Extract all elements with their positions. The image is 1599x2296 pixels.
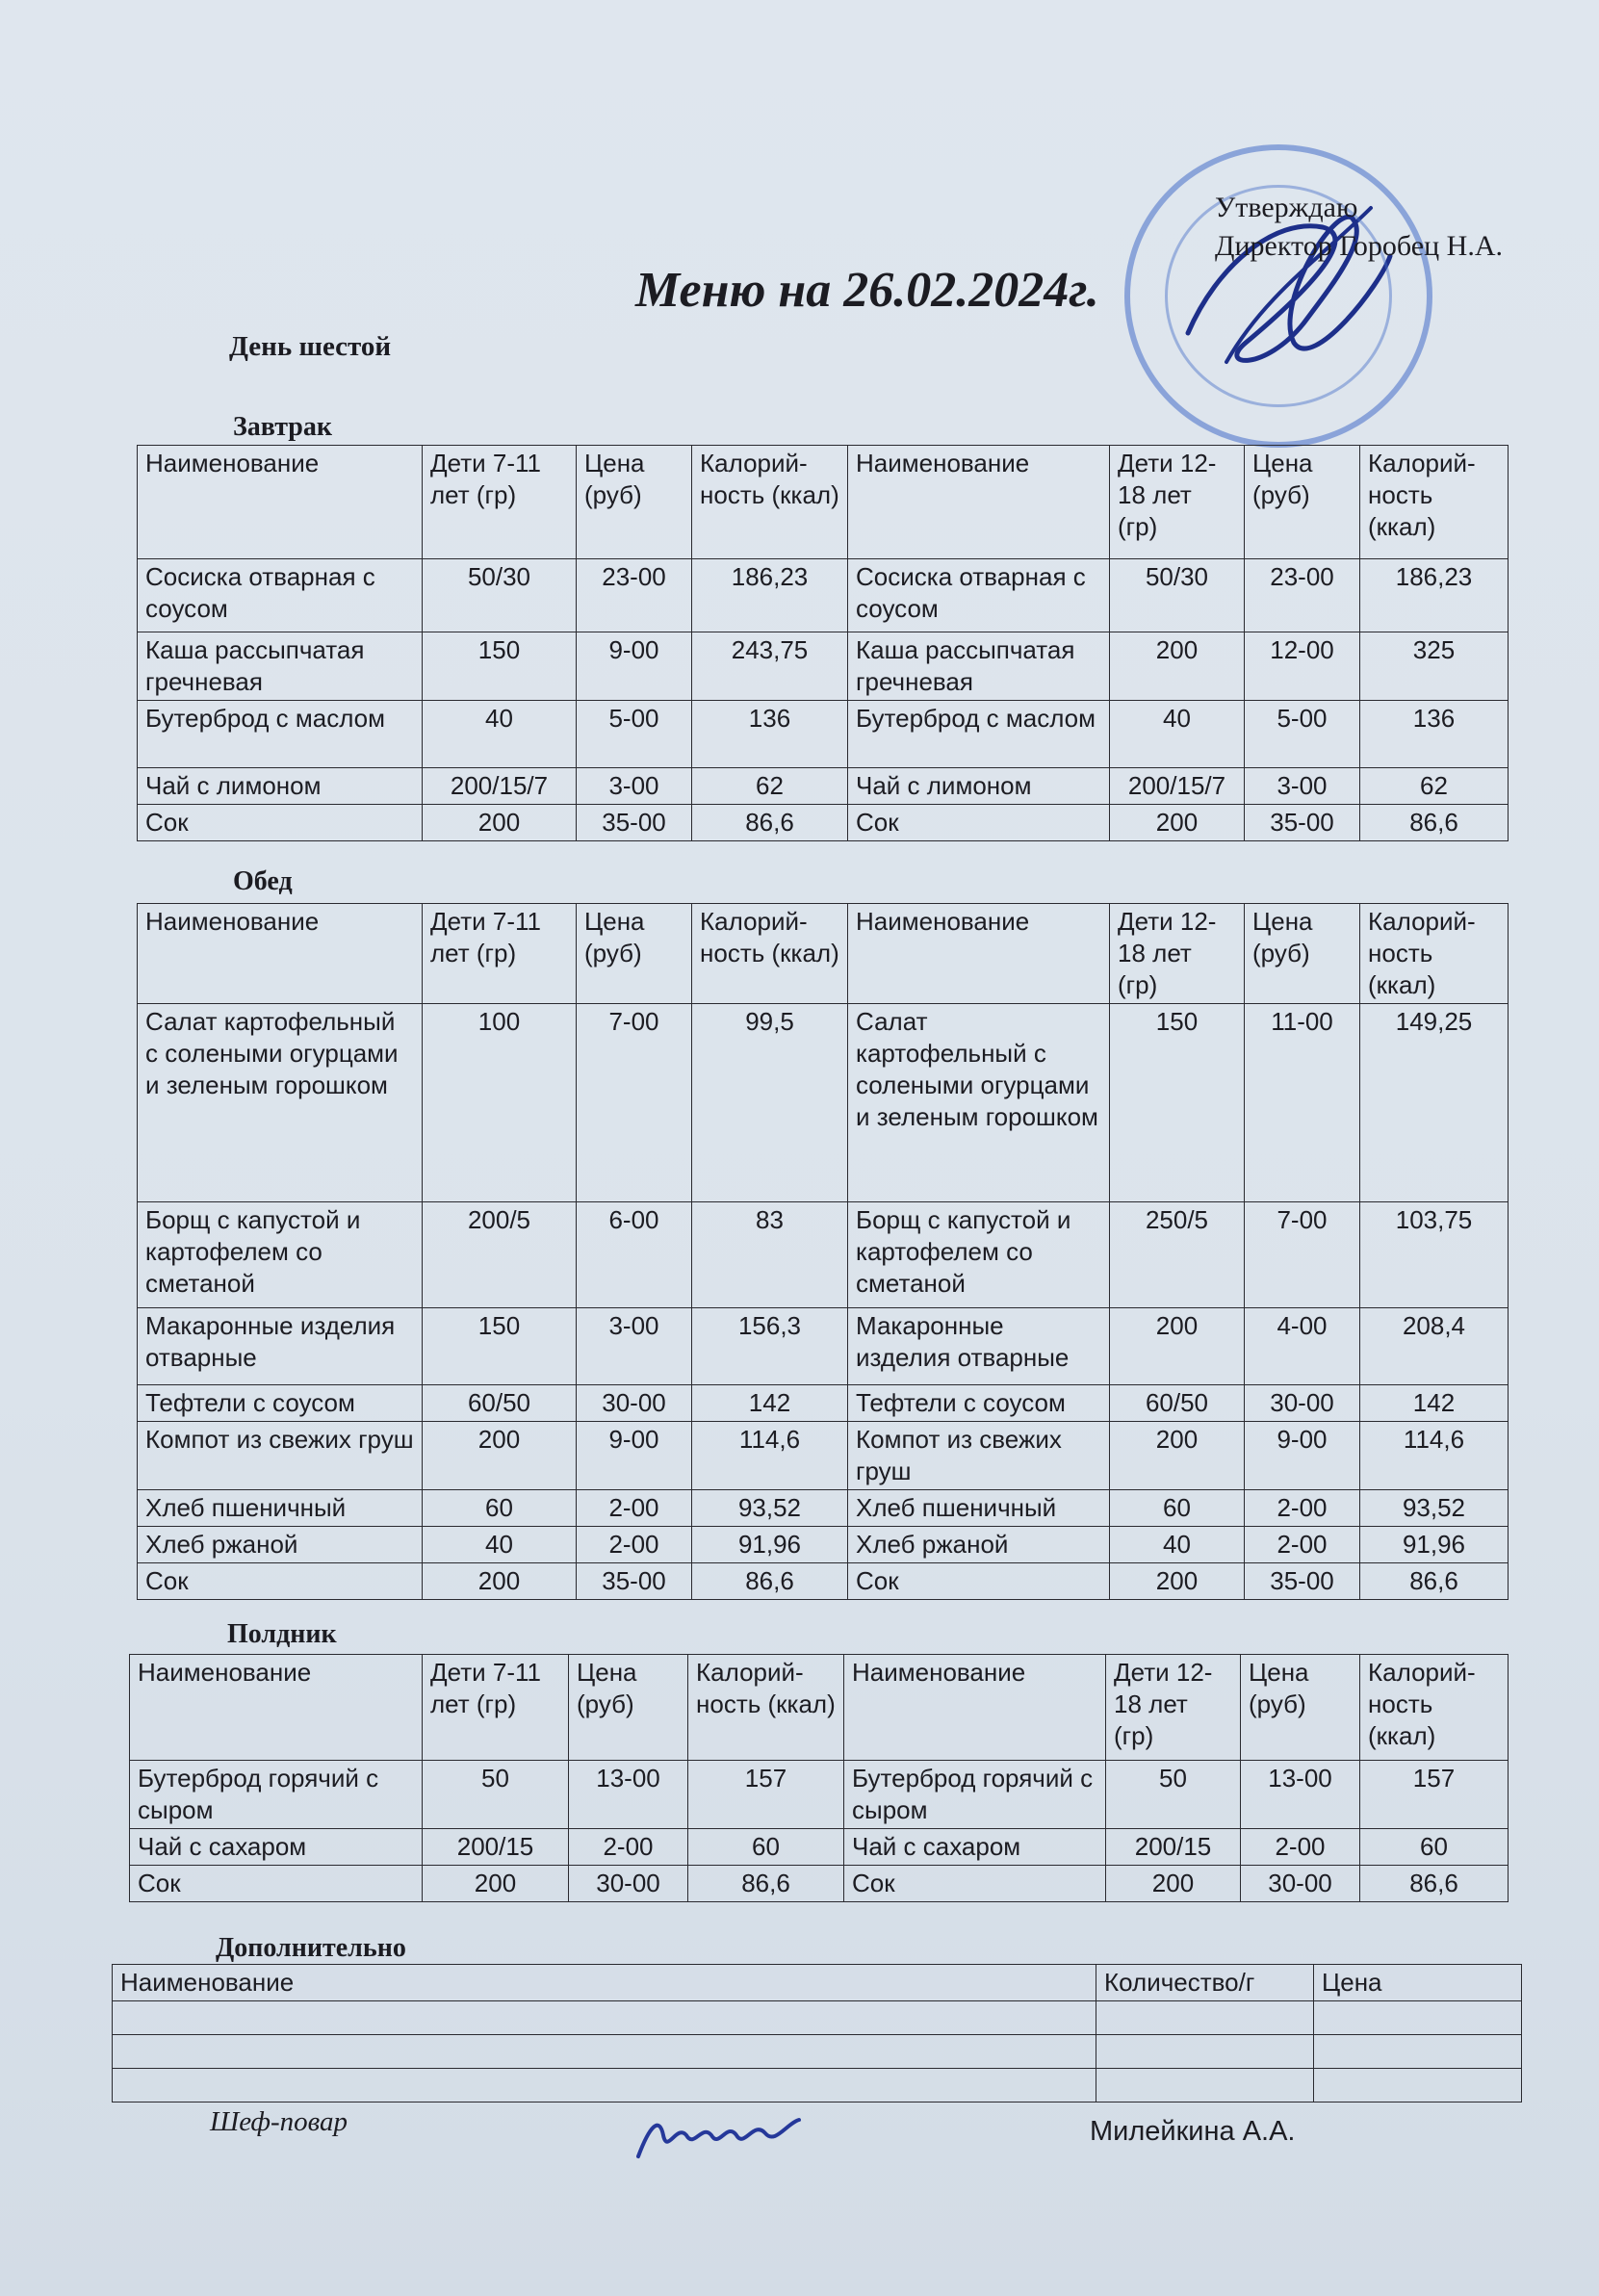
snack-table — [129, 1654, 1509, 1902]
day-label: День шестой — [229, 331, 392, 362]
col-header-quantity: Количество/г — [1096, 1965, 1314, 2001]
table-row — [138, 1422, 1509, 1490]
price-cell: 30-00 — [1241, 1866, 1360, 1902]
col-header-calories: Калорий-ность (ккал) — [688, 1655, 844, 1761]
portion-12-18-cell: 250/5 — [1110, 1202, 1245, 1308]
approval-block — [1215, 189, 1503, 266]
dish-name-cell: Сок — [130, 1866, 423, 1902]
price-cell: 7-00 — [577, 1004, 692, 1202]
price-cell: 35-00 — [577, 805, 692, 841]
portion-12-18-cell: 50 — [1106, 1761, 1241, 1829]
price-cell: 2-00 — [1245, 1490, 1360, 1527]
calories-cell: 325 — [1360, 632, 1509, 701]
calories-cell: 136 — [692, 701, 848, 768]
col-header-price: Цена (руб) — [569, 1655, 688, 1761]
portion-7-11-cell: 40 — [423, 1527, 577, 1563]
dish-name-cell: Чай с лимоном — [848, 768, 1110, 805]
dish-name-cell: Сок — [848, 1563, 1110, 1600]
price-cell: 30-00 — [577, 1385, 692, 1422]
portion-12-18-cell: 200 — [1110, 805, 1245, 841]
portion-7-11-cell: 200/5 — [423, 1202, 577, 1308]
portion-7-11-cell: 200 — [423, 1422, 577, 1490]
col-header-price: Цена (руб) — [1245, 904, 1360, 1004]
table-row — [138, 559, 1509, 632]
price-cell: 3-00 — [577, 768, 692, 805]
calories-cell: 243,75 — [692, 632, 848, 701]
dish-name-cell: Бутерброд горячий с сыром — [130, 1761, 423, 1829]
portion-7-11-cell: 200 — [423, 1866, 569, 1902]
price-cell: 6-00 — [577, 1202, 692, 1308]
calories-cell: 60 — [688, 1829, 844, 1866]
price-cell: 7-00 — [1245, 1202, 1360, 1308]
extra-table — [112, 1964, 1522, 2103]
price-cell: 11-00 — [1245, 1004, 1360, 1202]
price-cell: 23-00 — [577, 559, 692, 632]
calories-cell: 60 — [1360, 1829, 1509, 1866]
breakfast-heading: Завтрак — [233, 412, 333, 442]
portion-7-11-cell: 100 — [423, 1004, 577, 1202]
empty-cell — [1096, 2035, 1314, 2069]
calories-cell: 103,75 — [1360, 1202, 1509, 1308]
dish-name-cell: Тефтели с соусом — [848, 1385, 1110, 1422]
dish-name-cell: Борщ с капустой и картофелем со сметаной — [848, 1202, 1110, 1308]
table-row — [138, 1527, 1509, 1563]
portion-12-18-cell: 200/15/7 — [1110, 768, 1245, 805]
header-row — [130, 1655, 1509, 1761]
calories-cell: 93,52 — [692, 1490, 848, 1527]
calories-cell: 208,4 — [1360, 1308, 1509, 1385]
portion-12-18-cell: 200 — [1110, 1422, 1245, 1490]
col-header-calories: Калорий-ность (ккал) — [692, 446, 848, 559]
empty-cell — [113, 2035, 1096, 2069]
table-row — [113, 2035, 1522, 2069]
portion-7-11-cell: 200/15 — [423, 1829, 569, 1866]
table-row — [138, 1202, 1509, 1308]
breakfast-table — [137, 445, 1509, 841]
portion-12-18-cell: 200 — [1106, 1866, 1241, 1902]
price-cell: 30-00 — [1245, 1385, 1360, 1422]
dish-name-cell: Макаронные изделия отварные — [138, 1308, 423, 1385]
calories-cell: 86,6 — [1360, 805, 1509, 841]
price-cell: 2-00 — [569, 1829, 688, 1866]
dish-name-cell: Сок — [844, 1866, 1106, 1902]
price-cell: 35-00 — [1245, 805, 1360, 841]
approval-director: Директор Горобец Н.А. — [1215, 230, 1504, 262]
dish-name-cell: Салат картофельный с солеными огурцами и зеленым горошком — [138, 1004, 423, 1202]
portion-12-18-cell: 150 — [1110, 1004, 1245, 1202]
col-header-name: Наименование — [138, 904, 423, 1004]
portion-7-11-cell: 150 — [423, 632, 577, 701]
col-header-price: Цена (руб) — [1241, 1655, 1360, 1761]
table-row — [138, 805, 1509, 841]
col-header-name: Наименование — [844, 1655, 1106, 1761]
dish-name-cell: Каша рассыпчатая гречневая — [138, 632, 423, 701]
empty-cell — [1314, 2001, 1522, 2035]
dish-name-cell: Борщ с капустой и картофелем со сметаной — [138, 1202, 423, 1308]
table-row — [138, 1385, 1509, 1422]
chef-signature-icon — [631, 2106, 804, 2164]
calories-cell: 91,96 — [692, 1527, 848, 1563]
calories-cell: 186,23 — [692, 559, 848, 632]
dish-name-cell: Макаронные изделия отварные — [848, 1308, 1110, 1385]
calories-cell: 86,6 — [1360, 1866, 1509, 1902]
portion-7-11-cell: 40 — [423, 701, 577, 768]
dish-name-cell: Бутерброд с маслом — [848, 701, 1110, 768]
col-header-kids-7-11: Дети 7-11 лет (гр) — [423, 904, 577, 1004]
portion-7-11-cell: 50/30 — [423, 559, 577, 632]
dish-name-cell: Сок — [138, 1563, 423, 1600]
price-cell: 9-00 — [577, 632, 692, 701]
calories-cell: 114,6 — [692, 1422, 848, 1490]
page-title: Меню на 26.02.2024г. — [635, 263, 1099, 318]
empty-cell — [1096, 2001, 1314, 2035]
lunch-table — [137, 903, 1509, 1600]
calories-cell: 156,3 — [692, 1308, 848, 1385]
lunch-heading: Обед — [233, 866, 293, 896]
portion-12-18-cell: 200 — [1110, 1308, 1245, 1385]
portion-12-18-cell: 200 — [1110, 1563, 1245, 1600]
calories-cell: 83 — [692, 1202, 848, 1308]
price-cell: 13-00 — [1241, 1761, 1360, 1829]
col-header-name: Наименование — [130, 1655, 423, 1761]
portion-12-18-cell: 200 — [1110, 632, 1245, 701]
dish-name-cell: Сок — [848, 805, 1110, 841]
col-header-kids-12-18: Дети 12-18 лет (гр) — [1106, 1655, 1241, 1761]
dish-name-cell: Бутерброд с маслом — [138, 701, 423, 768]
price-cell: 9-00 — [577, 1422, 692, 1490]
portion-7-11-cell: 200/15/7 — [423, 768, 577, 805]
price-cell: 5-00 — [577, 701, 692, 768]
dish-name-cell: Каша рассыпчатая гречневая — [848, 632, 1110, 701]
calories-cell: 136 — [1360, 701, 1509, 768]
price-cell: 3-00 — [577, 1308, 692, 1385]
price-cell: 2-00 — [577, 1490, 692, 1527]
calories-cell: 157 — [1360, 1761, 1509, 1829]
table-row — [138, 632, 1509, 701]
price-cell: 9-00 — [1245, 1422, 1360, 1490]
price-cell: 35-00 — [577, 1563, 692, 1600]
empty-cell — [1096, 2069, 1314, 2103]
extra-heading: Дополнительно — [216, 1933, 406, 1963]
price-cell: 2-00 — [1245, 1527, 1360, 1563]
price-cell: 23-00 — [1245, 559, 1360, 632]
empty-cell — [113, 2069, 1096, 2103]
dish-name-cell: Компот из свежих груш — [848, 1422, 1110, 1490]
calories-cell: 86,6 — [692, 1563, 848, 1600]
dish-name-cell: Тефтели с соусом — [138, 1385, 423, 1422]
col-header-calories: Калорий-ность (ккал) — [1360, 904, 1509, 1004]
dish-name-cell: Сосиска отварная с соусом — [138, 559, 423, 632]
calories-cell: 91,96 — [1360, 1527, 1509, 1563]
col-header-calories: Калорий-ность (ккал) — [692, 904, 848, 1004]
dish-name-cell: Салат картофельный с солеными огурцами и зеленым горошком — [848, 1004, 1110, 1202]
price-cell: 30-00 — [569, 1866, 688, 1902]
portion-7-11-cell: 50 — [423, 1761, 569, 1829]
table-row — [138, 1004, 1509, 1202]
calories-cell: 142 — [692, 1385, 848, 1422]
calories-cell: 93,52 — [1360, 1490, 1509, 1527]
price-cell: 12-00 — [1245, 632, 1360, 701]
table-row — [113, 2001, 1522, 2035]
portion-7-11-cell: 60 — [423, 1490, 577, 1527]
price-cell: 5-00 — [1245, 701, 1360, 768]
portion-7-11-cell: 60/50 — [423, 1385, 577, 1422]
header-row — [138, 446, 1509, 559]
portion-7-11-cell: 200 — [423, 1563, 577, 1600]
col-header-kids-7-11: Дети 7-11 лет (гр) — [423, 446, 577, 559]
dish-name-cell: Чай с лимоном — [138, 768, 423, 805]
table-row — [130, 1761, 1509, 1829]
col-header-price: Цена (руб) — [577, 904, 692, 1004]
empty-cell — [113, 2001, 1096, 2035]
approval-line: Утверждаю — [1215, 192, 1358, 223]
col-header-kids-7-11: Дети 7-11 лет (гр) — [423, 1655, 569, 1761]
portion-12-18-cell: 60/50 — [1110, 1385, 1245, 1422]
price-cell: 2-00 — [1241, 1829, 1360, 1866]
calories-cell: 86,6 — [688, 1866, 844, 1902]
portion-7-11-cell: 150 — [423, 1308, 577, 1385]
table-row — [138, 1490, 1509, 1527]
portion-12-18-cell: 50/30 — [1110, 559, 1245, 632]
calories-cell: 142 — [1360, 1385, 1509, 1422]
table-row — [138, 768, 1509, 805]
empty-cell — [1314, 2035, 1522, 2069]
table-row — [130, 1866, 1509, 1902]
calories-cell: 114,6 — [1360, 1422, 1509, 1490]
dish-name-cell: Чай с сахаром — [130, 1829, 423, 1866]
chef-label: Шеф-повар — [210, 2106, 348, 2137]
table-row — [138, 701, 1509, 768]
col-header-price: Цена — [1314, 1965, 1522, 2001]
price-cell: 3-00 — [1245, 768, 1360, 805]
col-header-calories: Калорий-ность (ккал) — [1360, 446, 1509, 559]
header-row — [113, 1965, 1522, 2001]
price-cell: 13-00 — [569, 1761, 688, 1829]
snack-heading: Полдник — [227, 1619, 337, 1649]
portion-12-18-cell: 40 — [1110, 701, 1245, 768]
price-cell: 2-00 — [577, 1527, 692, 1563]
col-header-name: Наименование — [113, 1965, 1096, 2001]
col-header-price: Цена (руб) — [577, 446, 692, 559]
dish-name-cell: Сосиска отварная с соусом — [848, 559, 1110, 632]
price-cell: 4-00 — [1245, 1308, 1360, 1385]
empty-cell — [1314, 2069, 1522, 2103]
dish-name-cell: Сок — [138, 805, 423, 841]
col-header-calories: Калорий-ность (ккал) — [1360, 1655, 1509, 1761]
portion-12-18-cell: 60 — [1110, 1490, 1245, 1527]
chef-name: Милейкина А.А. — [1090, 2116, 1296, 2147]
portion-7-11-cell: 200 — [423, 805, 577, 841]
calories-cell: 86,6 — [692, 805, 848, 841]
dish-name-cell: Хлеб ржаной — [138, 1527, 423, 1563]
dish-name-cell: Компот из свежих груш — [138, 1422, 423, 1490]
table-row — [138, 1308, 1509, 1385]
portion-12-18-cell: 200/15 — [1106, 1829, 1241, 1866]
col-header-name: Наименование — [138, 446, 423, 559]
calories-cell: 99,5 — [692, 1004, 848, 1202]
calories-cell: 186,23 — [1360, 559, 1509, 632]
portion-12-18-cell: 40 — [1110, 1527, 1245, 1563]
calories-cell: 86,6 — [1360, 1563, 1509, 1600]
col-header-price: Цена (руб) — [1245, 446, 1360, 559]
dish-name-cell: Чай с сахаром — [844, 1829, 1106, 1866]
calories-cell: 149,25 — [1360, 1004, 1509, 1202]
dish-name-cell: Хлеб пшеничный — [848, 1490, 1110, 1527]
dish-name-cell: Хлеб пшеничный — [138, 1490, 423, 1527]
col-header-name: Наименование — [848, 904, 1110, 1004]
dish-name-cell: Бутерброд горячий с сыром — [844, 1761, 1106, 1829]
col-header-kids-12-18: Дети 12-18 лет (гр) — [1110, 446, 1245, 559]
calories-cell: 62 — [1360, 768, 1509, 805]
price-cell: 35-00 — [1245, 1563, 1360, 1600]
dish-name-cell: Хлеб ржаной — [848, 1527, 1110, 1563]
header-row — [138, 904, 1509, 1004]
table-row — [138, 1563, 1509, 1600]
table-row — [130, 1829, 1509, 1866]
calories-cell: 62 — [692, 768, 848, 805]
col-header-name: Наименование — [848, 446, 1110, 559]
calories-cell: 157 — [688, 1761, 844, 1829]
col-header-kids-12-18: Дети 12-18 лет (гр) — [1110, 904, 1245, 1004]
table-row — [113, 2069, 1522, 2103]
